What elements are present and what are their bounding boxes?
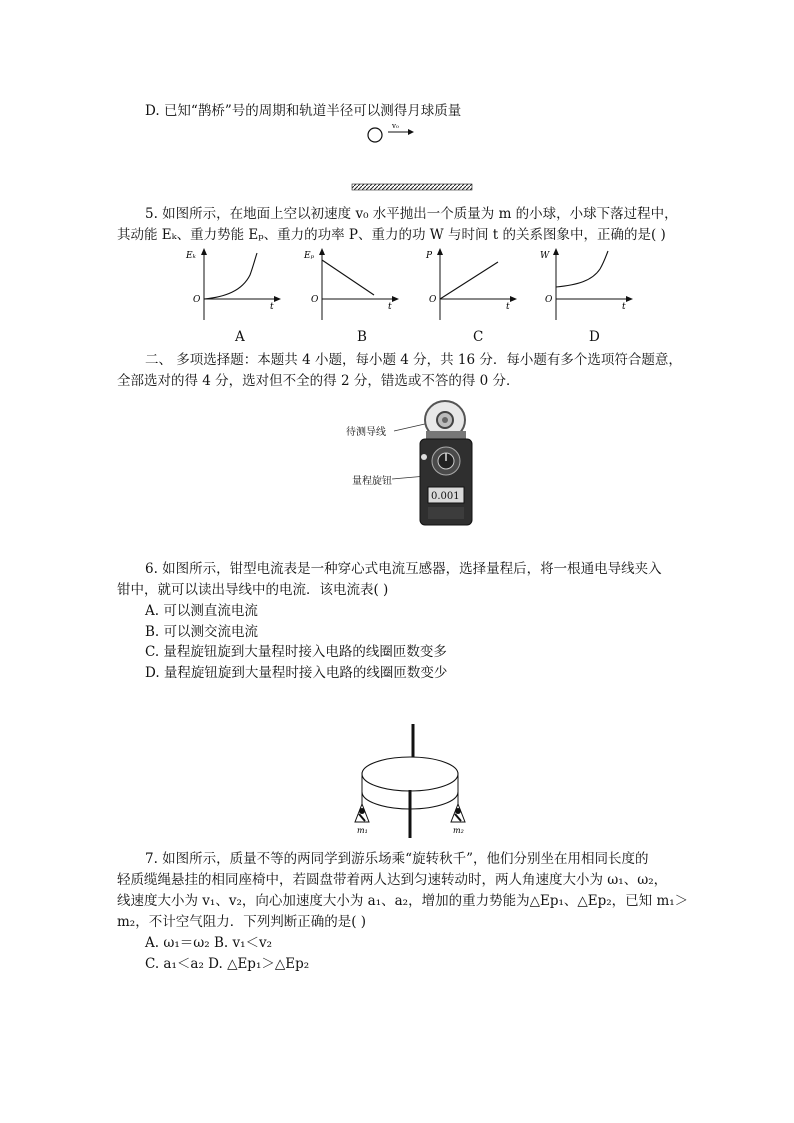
svg-text:O: O: [311, 295, 319, 305]
ground-hatch: [352, 184, 472, 190]
ball-ground-figure: [350, 118, 490, 193]
graph-c: [416, 245, 521, 327]
graph-c-line: [440, 262, 498, 299]
seat-m1-icon: [355, 804, 369, 822]
svg-text:O: O: [193, 295, 201, 305]
svg-text:O: O: [429, 295, 437, 305]
q6-line1: 6. 如图所示，钳型电流表是一种穿心式电流互感器，选择量程后，将一根通电导线夹入: [145, 561, 662, 577]
q6-option-a: A. 可以测直流电流: [145, 603, 258, 619]
graph-b-line: [322, 260, 374, 295]
svg-text:t: t: [388, 302, 392, 312]
swing-figure: [330, 718, 490, 843]
q7-line2: 轻质缆绳悬挂的相同座椅中，若圆盘带着两人达到匀速转动时，两人角速度大小为 ω₁、ω₂，: [117, 872, 668, 888]
m1-label: m₁: [357, 826, 368, 835]
graph-d: [532, 245, 637, 327]
graph-a-curve: [204, 253, 257, 299]
graph-c-caption: C: [473, 329, 484, 345]
ball-icon: [368, 128, 382, 142]
graph-b: [298, 245, 403, 327]
svg-text:0.001: 0.001: [431, 491, 460, 502]
svg-text:Eₖ: Eₖ: [186, 251, 196, 261]
label-wire: 待测导线: [346, 427, 386, 438]
graph-a: [180, 245, 285, 327]
m2-label: m₂: [453, 826, 464, 835]
q5-line2: 其动能 Eₖ、重力势能 Eₚ、重力的功率 P、重力的功 W 与时间 t 的关系图象中，正确的是( ): [117, 227, 666, 243]
svg-text:O: O: [545, 295, 553, 305]
svg-text:t: t: [270, 302, 274, 312]
v0-label: v₀: [392, 122, 399, 130]
disc-top: [362, 757, 458, 791]
q6-line2: 钳中，就可以读出导线中的电流．该电流表( ): [117, 582, 389, 598]
label-knob: 量程旋钮: [352, 476, 392, 487]
seat-m2-icon: [451, 804, 465, 822]
q6-option-b: B. 可以测交流电流: [145, 624, 259, 640]
q6-option-d: D. 量程旋钮旋到大量程时接入电路的线圈匝数变少: [145, 665, 448, 681]
q4-option-d: D. 已知“鹊桥”号的周期和轨道半径可以测得月球质量: [145, 103, 462, 119]
graph-d-curve: [556, 251, 608, 287]
svg-text:Eₚ: Eₚ: [304, 251, 315, 261]
graph-a-caption: A: [235, 329, 245, 345]
q7-options-row1: A. ω₁＝ω₂ B. v₁＜v₂: [145, 935, 273, 951]
svg-text:P: P: [426, 251, 433, 261]
svg-text:t: t: [622, 302, 626, 312]
q7-options-row2: C. a₁＜a₂ D. △Ep₁＞△Ep₂: [145, 956, 310, 972]
q6-option-c: C. 量程旋钮旋到大量程时接入电路的线圈匝数变多: [145, 644, 447, 660]
graph-b-caption: B: [357, 329, 367, 345]
section2-line1: 二、 多项选择题：本题共 4 小题，每小题 4 分，共 16 分．每小题有多个选项符合题意，: [145, 352, 682, 368]
q7-line3: 线速度大小为 v₁、v₂，向心加速度大小为 a₁、a₂，增加的重力势能为△Ep₁、△Ep₂，已知 m₁＞: [117, 893, 689, 909]
clamp-meter-figure: [390, 395, 490, 527]
q7-line1: 7. 如图所示，质量不等的两同学到游乐场乘“旋转秋千”，他们分别坐在用相同长度的: [145, 851, 649, 867]
svg-text:W: W: [540, 251, 550, 261]
q7-line4: m₂，不计空气阻力．下列判断正确的是( ): [117, 914, 367, 930]
section2-line2: 全部选对的得 4 分，选对但不全的得 2 分，错选或不答的得 0 分．: [117, 373, 520, 389]
q5-line1: 5. 如图所示，在地面上空以初速度 v₀ 水平抛出一个质量为 m 的小球，小球下落过程中，: [145, 206, 678, 222]
graph-d-caption: D: [589, 329, 600, 345]
svg-text:t: t: [506, 302, 510, 312]
